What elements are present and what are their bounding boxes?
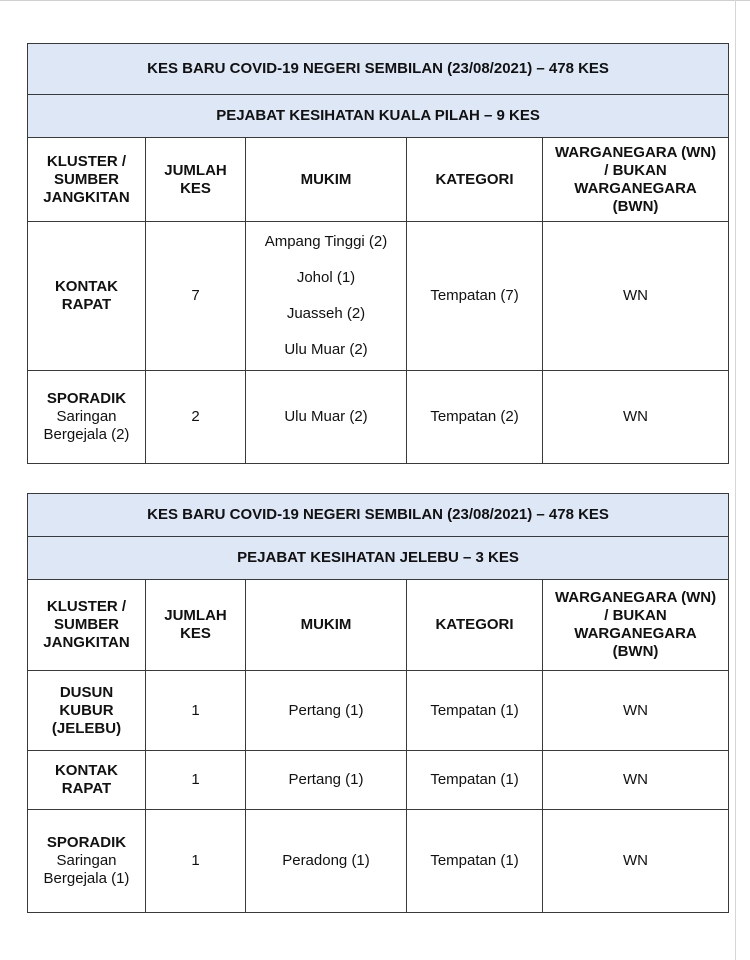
office-title: PEJABAT KESIHATAN KUALA PILAH – 9 KES [28, 95, 729, 138]
cell-category: Tempatan (1) [407, 751, 543, 810]
cell-mukim: Ampang Tinggi (2) Johol (1) Juasseh (2) Ulu Muar (2) [246, 222, 407, 371]
header-cluster: KLUSTER / SUMBER JANGKITAN [28, 138, 146, 222]
cell-citizenship: WN [543, 671, 729, 751]
cell-citizenship: WN [543, 371, 729, 464]
cell-citizenship: WN [543, 751, 729, 810]
header-category: KATEGORI [407, 580, 543, 671]
table-title: KES BARU COVID-19 NEGERI SEMBILAN (23/08/2021) – 478 KES [28, 494, 729, 537]
cell-mukim: Ulu Muar (2) [246, 371, 407, 464]
case-table-jelebu [27, 493, 729, 913]
header-citizenship: WARGANEGARA (WN) / BUKAN WARGANEGARA (BWN) [543, 138, 729, 222]
table-row [28, 222, 729, 371]
cell-mukim: Pertang (1) [246, 671, 407, 751]
cell-category: Tempatan (1) [407, 671, 543, 751]
cell-mukim: Pertang (1) [246, 751, 407, 810]
cell-cluster: KONTAK RAPAT [28, 222, 146, 371]
header-mukim: MUKIM [246, 580, 407, 671]
cell-total: 2 [146, 371, 246, 464]
office-title: PEJABAT KESIHATAN JELEBU – 3 KES [28, 537, 729, 580]
page-right-edge [735, 0, 736, 960]
case-table-kuala-pilah [27, 43, 729, 464]
cell-total: 1 [146, 671, 246, 751]
cell-citizenship: WN [543, 222, 729, 371]
cell-category: Tempatan (2) [407, 371, 543, 464]
cell-cluster: KONTAK RAPAT [28, 751, 146, 810]
header-cluster: KLUSTER / SUMBER JANGKITAN [28, 580, 146, 671]
table-row [28, 751, 729, 810]
cell-cluster: SPORADIK Saringan Bergejala (1) [28, 810, 146, 913]
table-title: KES BARU COVID-19 NEGERI SEMBILAN (23/08/2021) – 478 KES [28, 44, 729, 95]
table-row [28, 371, 729, 464]
cell-citizenship: WN [543, 810, 729, 913]
header-mukim: MUKIM [246, 138, 407, 222]
cell-cluster: DUSUN KUBUR (JELEBU) [28, 671, 146, 751]
cell-mukim: Peradong (1) [246, 810, 407, 913]
page-top-edge [0, 0, 750, 1]
cell-cluster: SPORADIK Saringan Bergejala (2) [28, 371, 146, 464]
header-citizenship: WARGANEGARA (WN) / BUKAN WARGANEGARA (BWN) [543, 580, 729, 671]
header-category: KATEGORI [407, 138, 543, 222]
header-total: JUMLAH KES [146, 580, 246, 671]
cell-total: 1 [146, 751, 246, 810]
header-total: JUMLAH KES [146, 138, 246, 222]
cell-category: Tempatan (1) [407, 810, 543, 913]
cell-category: Tempatan (7) [407, 222, 543, 371]
table-row [28, 671, 729, 751]
cell-total: 1 [146, 810, 246, 913]
cell-total: 7 [146, 222, 246, 371]
table-row [28, 810, 729, 913]
